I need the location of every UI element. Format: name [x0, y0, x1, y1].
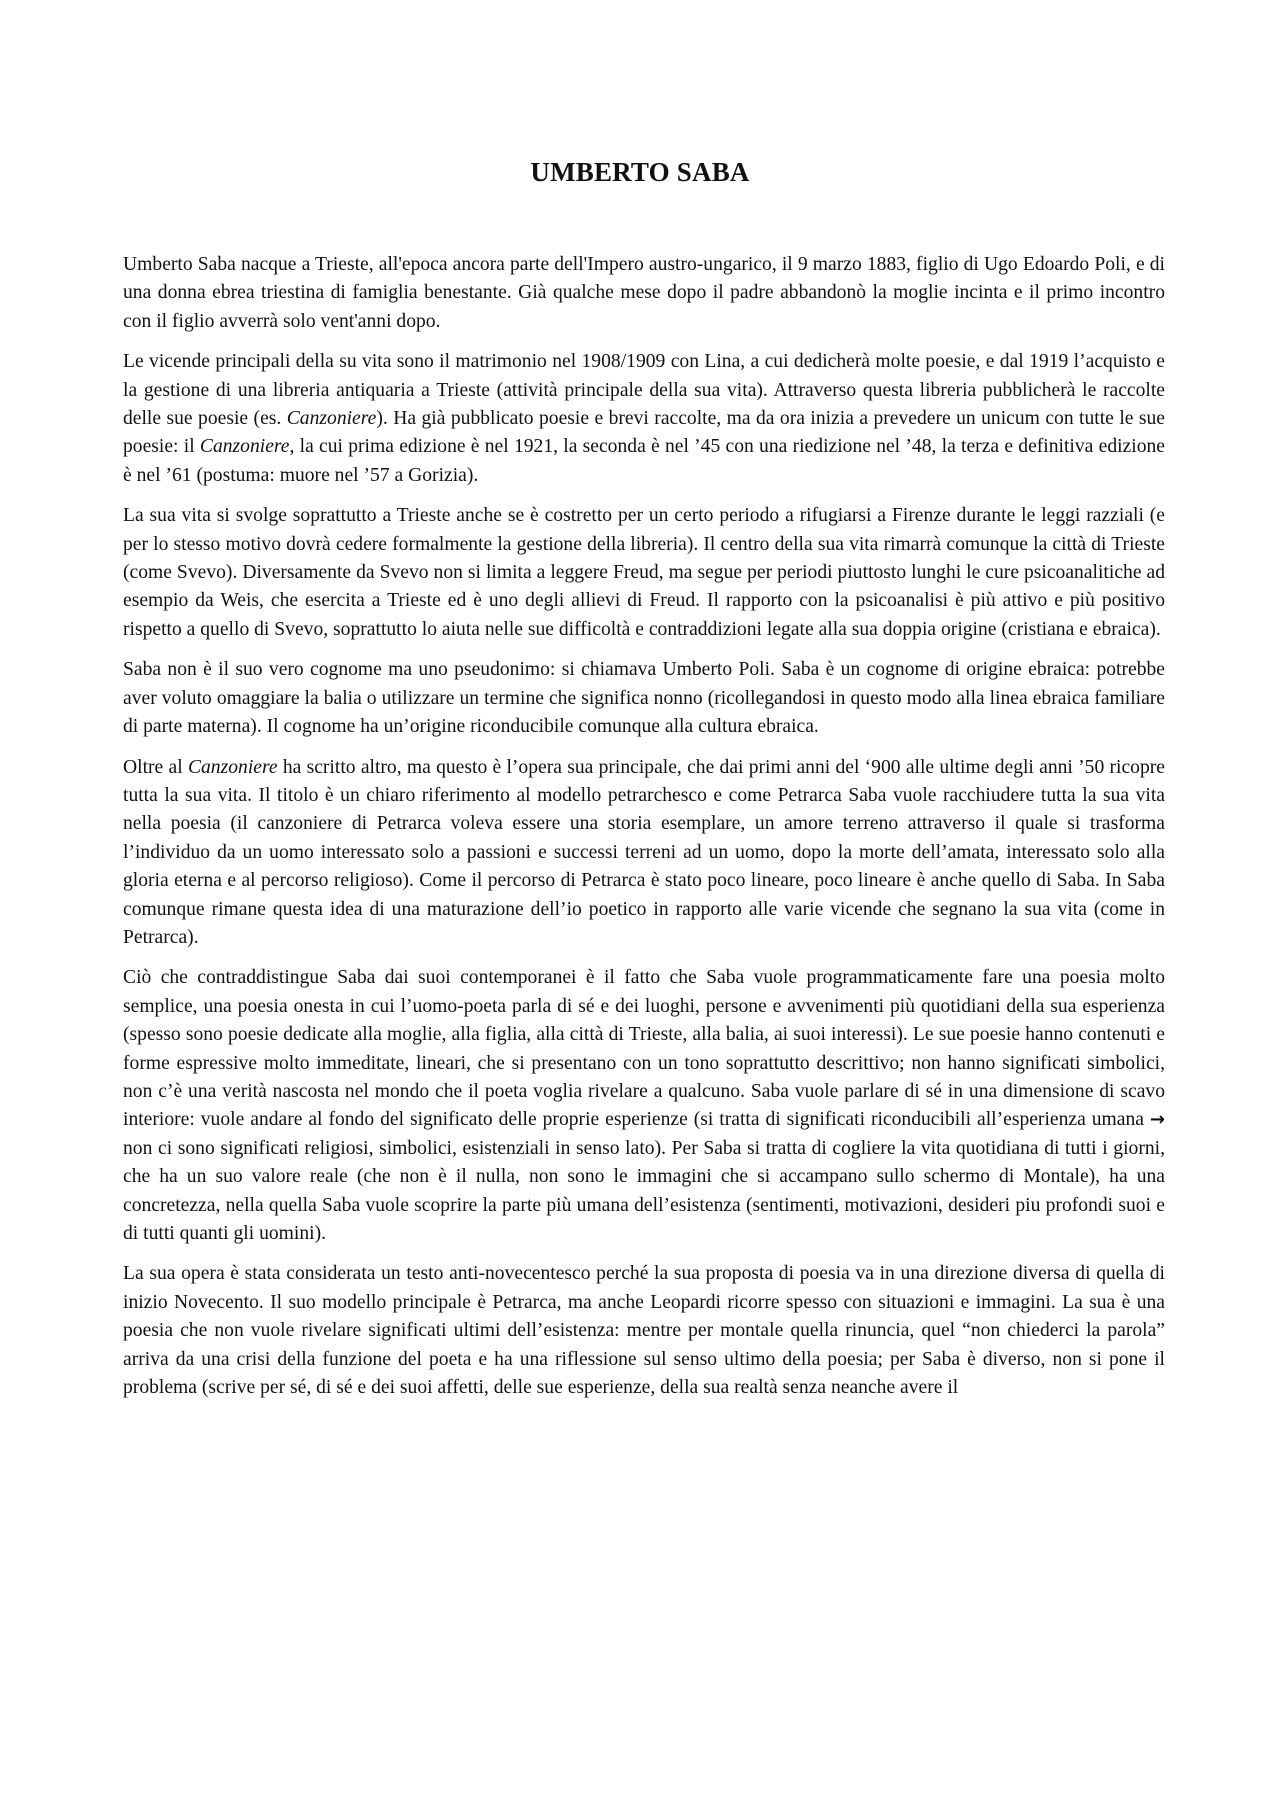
paragraph	[123, 348, 1165, 490]
text-run: ha scritto altro, ma questo è l’opera sua principale, che dai primi anni del ‘900 alle ultime degli anni ’50 ricopre tutta la sua vita. Il titolo è un chiaro riferimento al modello petrarchesco e come Petrarca Saba vuole racchiudere tutta la sua vita nella poesia (il canzoniere di Petrarca voleva essere una storia esemplare, un amore terreno attraverso il quale si trasforma l’individuo da un uomo interessato solo a passioni e successi terreni ad un uomo, dopo la morte dell’amata, interessato solo alla gloria eterna e al percorso religioso). Come il percorso di Petrarca è stato poco lineare, poco lineare è anche quello di Saba. In Saba comunque rimane questa idea di una maturazione dell’io poetico in rapporto alle varie vicende che segnano la sua vita (come in Petrarca).	[123, 756, 1165, 948]
text-run: Le vicende principali della su vita sono il matrimonio nel 1908/1909 con Lina, a cui dedicherà molte poesie, e dal 1919 l’acquisto e la gestione di una libreria antiquaria a Trieste (attività principale della sua vita). Attraverso questa libreria pubblicherà le raccolte delle sue poesie (es.	[123, 351, 1165, 430]
paragraph	[123, 1260, 1165, 1402]
text-run: , la cui prima edizione è nel 1921, la seconda è nel ’45 con una riedizione nel ’48, la terza e definitiva edizione è nel ’61 (postuma: muore nel ’57 a Gorizia).	[123, 436, 1165, 486]
italic-title: Canzoniere	[199, 436, 290, 458]
text-run: Oltre al	[123, 756, 188, 778]
arrow-right-icon: →	[1149, 1109, 1165, 1131]
text-run: non ci sono significati religiosi, simbolici, esistenziali in senso lato). Per Saba si tratta di cogliere la vita quotidiana di tutti i giorni, che ha un suo valore reale (che non è il nulla, non sono le immagini che si accampano sullo schermo di Montale), ha una concretezza, nella quella Saba vuole scoprire la parte più umana dell’esistenza (sentimenti, motivazioni, desideri piu profondi suoi e di tutti quanti gli uomini).	[123, 1137, 1165, 1244]
paragraph	[123, 502, 1165, 644]
text-run: Ciò che contraddistingue Saba dai suoi contemporanei è il fatto che Saba vuole programmaticamente fare una poesia molto semplice, una poesia onesta in cui l’uomo-poeta parla di sé e dei luoghi, persone e avvenimenti più quotidiani della sua esperienza (spesso sono poesie dedicate alla moglie, alla figlia, alla città di Trieste, alla balia, ai suoi interessi). Le sue poesie hanno contenuti e forme espressive molto immeditate, lineari, che si presentano con un tono soprattutto descrittivo; non hanno significati simbolici, non c’è una verità nascosta nel mondo che il poeta voglia rivelare a qualcuno. Saba vuole parlare di sé in una dimensione di scavo interiore: vuole andare al fondo del significato delle proprie esperienze (si tratta di significati riconducibili all’esperienza umana	[123, 967, 1165, 1131]
paragraph	[123, 964, 1165, 1248]
text-run: Saba non è il suo vero cognome ma uno pseudonimo: si chiamava Umberto Poli. Saba è un cognome di origine ebraica: potrebbe aver voluto omaggiare la balia o utilizzare un termine che significa nonno (ricollegandosi in questo modo alla linea ebraica familiare di parte materna). Il cognome ha un’origine riconducibile comunque alla cultura ebraica.	[123, 659, 1165, 738]
italic-title: Canzoniere	[187, 756, 278, 778]
text-run: La sua vita si svolge soprattutto a Trieste anche se è costretto per un certo periodo a rifugiarsi a Firenze durante le leggi razziali (e per lo stesso motivo dovrà cedere formalmente la gestione della libreria). Il centro della sua vita rimarrà comunque la città di Trieste (come Svevo). Diversamente da Svevo non si limita a leggere Freud, ma segue per periodi piuttosto lunghi le cure psicoanalitiche ad esempio da Weis, che esercita a Trieste ed è uno degli allievi di Freud. Il rapporto con la psicoanalisi è più attivo e più positivo rispetto a quello di Svevo, soprattutto lo aiuta nelle sue difficoltà e contraddizioni legate alla sua doppia origine (cristiana e ebraica).	[123, 505, 1165, 640]
text-run: Umberto Saba nacque a Trieste, all'epoca ancora parte dell'Impero austro-ungarico, il 9 marzo 1883, figlio di Ugo Edoardo Poli, e di una donna ebrea triestina di famiglia benestante. Già qualche mese dopo il padre abbandonò la moglie incinta e il primo incontro con il figlio avverrà solo vent'anni dopo.	[123, 254, 1165, 332]
document-title: UMBERTO SABA	[530, 157, 750, 187]
paragraph	[123, 251, 1165, 336]
text-run: La sua opera è stata considerata un testo anti-novecentesco perché la sua proposta di poesia va in una direzione diversa di quella di inizio Novecento. Il suo modello principale è Petrarca, ma anche Leopardi ricorre spesso con situazioni e immagini. La sua è una poesia che non vuole rivelare significati ultimi dell’esistenza: mentre per montale quella rinuncia, quel “non chiederci la parola” arriva da una crisi della funzione del poeta e ha una riflessione sul senso ultimo della poesia; per Saba è diverso, non si pone il problema (scrive per sé, di sé e dei suoi affetti, delle sue esperienze, della sua realtà senza neanche avere il	[123, 1263, 1165, 1399]
paragraph	[123, 754, 1165, 953]
document-body	[123, 251, 1165, 1414]
text-run: ). Ha già pubblicato poesie e brevi raccolte, ma da ora inizia a prevedere un unicum con tutte le sue poesie: il	[123, 408, 1166, 458]
italic-title: Canzoniere	[286, 408, 377, 430]
paragraph	[123, 656, 1165, 741]
